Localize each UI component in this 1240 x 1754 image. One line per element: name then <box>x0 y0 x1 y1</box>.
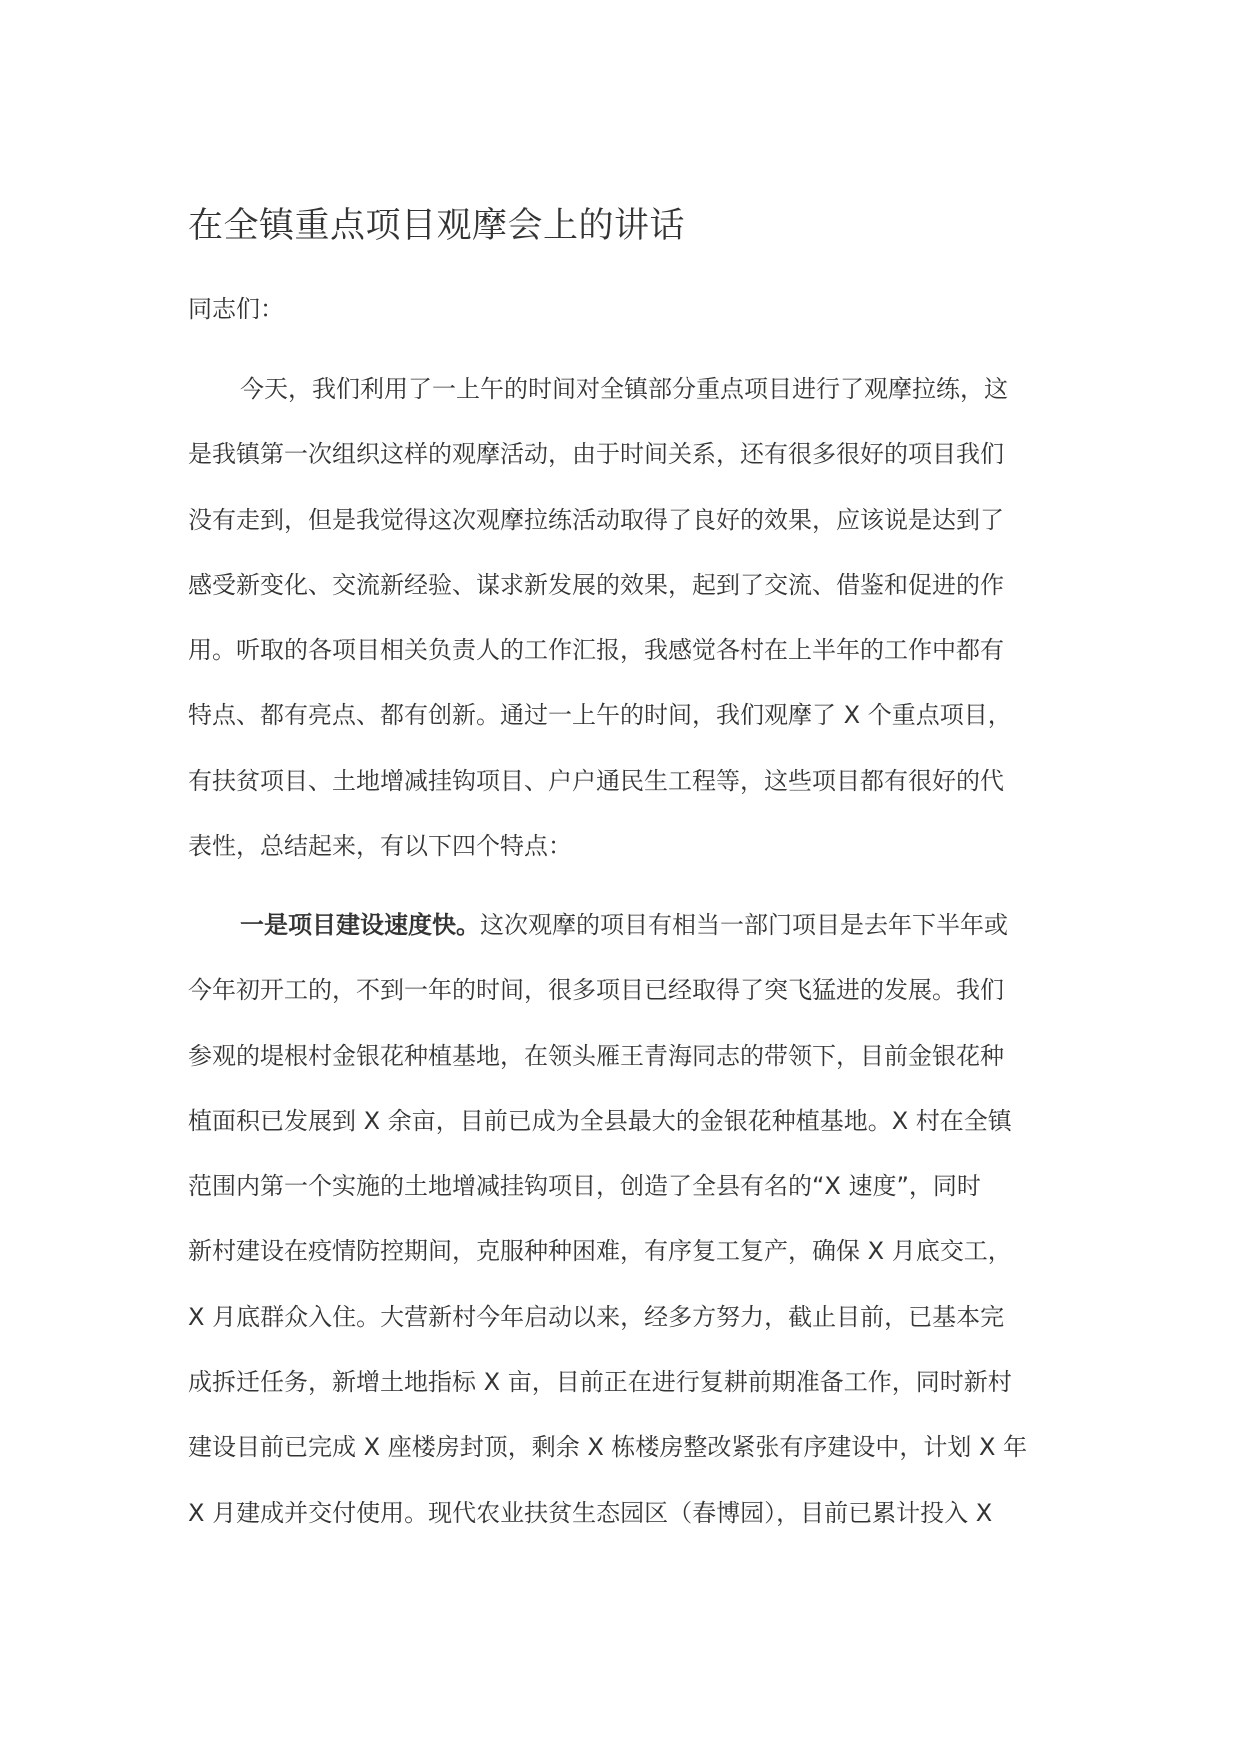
paragraph-line: 特点、都有亮点、都有创新。通过一上午的时间，我们观摩了 X 个重点项目， <box>188 701 1012 730</box>
paragraph-line: 成拆迁任务，新增土地指标 X 亩，目前正在进行复耕前期准备工作，同时新村 <box>188 1368 1012 1397</box>
paragraph-first-line <box>188 893 1088 958</box>
salutation: 同志们： <box>188 295 284 323</box>
paragraph-line: X 月底群众入住。大营新村今年启动以来，经多方努力，截止目前，已基本完 <box>188 1302 1005 1331</box>
paragraph-2 <box>188 893 1088 1546</box>
paragraph-1 <box>188 357 1088 879</box>
paragraph-line: 用。听取的各项目相关负责人的工作汇报，我感觉各村在上半年的工作中都有 <box>188 636 1004 665</box>
paragraph-line: 今年初开工的，不到一年的时间，很多项目已经取得了突飞猛进的发展。我们 <box>188 976 1004 1005</box>
paragraph-line: 参观的堤根村金银花种植基地，在领头雁王青海同志的带领下，目前金银花种 <box>188 1041 1004 1070</box>
paragraph-line: 表性，总结起来，有以下四个特点： <box>188 832 572 861</box>
paragraph-line: 建设目前已完成 X 座楼房封顶，剩余 X 栋楼房整改紧张有序建设中，计划 X 年 <box>188 1433 1028 1462</box>
paragraph-line: 新村建设在疫情防控期间，克服种种困难，有序复工复产，确保 X 月底交工， <box>188 1237 1012 1266</box>
paragraph-line: 感受新变化、交流新经验、谋求新发展的效果，起到了交流、借鉴和促进的作 <box>188 570 1004 599</box>
paragraph-line: 没有走到，但是我觉得这次观摩拉练活动取得了良好的效果，应该说是达到了 <box>188 505 1004 534</box>
paragraph-line: 有扶贫项目、土地增减挂钩项目、户户通民生工程等，这些项目都有很好的代 <box>188 766 1004 795</box>
paragraph-line: 是我镇第一次组织这样的观摩活动，由于时间关系，还有很多很好的项目我们 <box>188 440 1004 469</box>
paragraph-line: 范围内第一个实施的土地增减挂钩项目，创造了全县有名的“X 速度”，同时 <box>188 1172 981 1201</box>
paragraph-lead-heading: 一是项目建设速度快。 <box>240 911 480 939</box>
paragraph-line: 今天，我们利用了一上午的时间对全镇部分重点项目进行了观摩拉练，这 <box>240 375 1008 403</box>
paragraph-line: 植面积已发展到 X 余亩，目前已成为全县最大的金银花种植基地。X 村在全镇 <box>188 1106 1012 1135</box>
paragraph-first-line-rest: 这次观摩的项目有相当一部门项目是去年下半年或 <box>480 911 1008 939</box>
paragraph-line: X 月建成并交付使用。现代农业扶贫生态园区（春博园），目前已累计投入 X <box>188 1498 993 1527</box>
document-title: 在全镇重点项目观摩会上的讲话 <box>188 206 686 246</box>
